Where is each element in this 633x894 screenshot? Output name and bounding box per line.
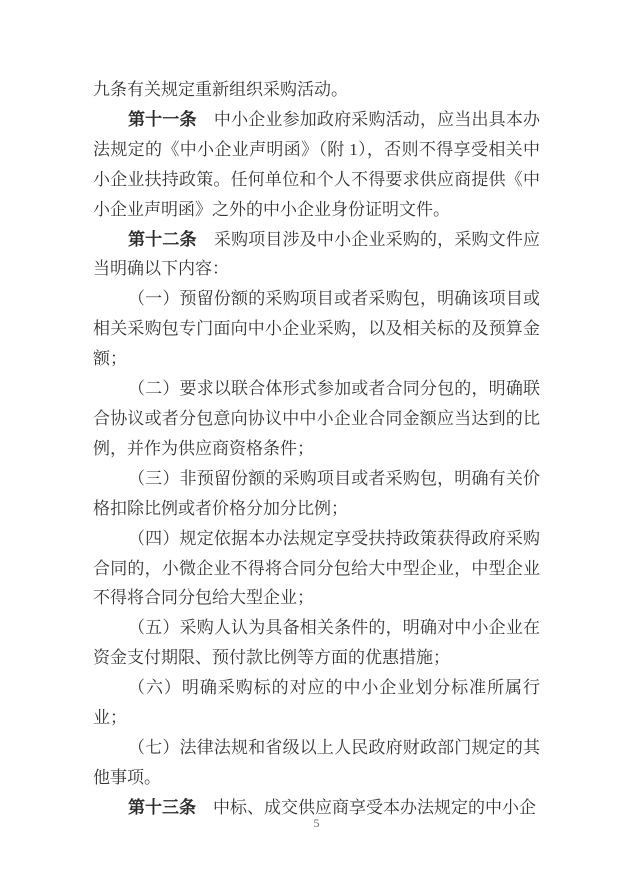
paragraph: （五）采购人认为具备相关条件的，明确对中小企业在资金支付期限、预付款比例等方面的优惠措施； [93, 618, 540, 668]
article-paragraph: 第十一条 中小企业参加政府采购活动，应当出具本办法规定的《中小企业声明函》（附 1），否则不得享受相关中小企业扶持政策。任何单位和个人不得要求供应商提供《中小企业声明函》之外的中小企业身份证明文件。 [93, 109, 541, 219]
paragraph: （二）要求以联合体形式参加或者合同分包的，明确联合协议或者分包意向协议中中小企业合同金额应当达到的比例，并作为供应商资格条件； [93, 379, 540, 458]
article-number: 第十二条 [128, 229, 197, 249]
article-number: 第十一条 [128, 109, 197, 129]
paragraph: （六）明确采购标的对应的中小企业划分标准所属行业； [93, 678, 540, 728]
document-body [93, 75, 540, 823]
article-paragraph: 第十二条 采购项目涉及中小企业采购的，采购文件应当明确以下内容： [93, 229, 541, 279]
paragraph: （一）预留份额的采购项目或者采购包，明确该项目或相关采购包专门面向中小企业采购，以及相关标的及预算金额； [93, 289, 540, 369]
paragraph: （三）非预留份额的采购项目或者采购包，明确有关价格扣除比例或者价格分加分比例； [93, 468, 540, 518]
paragraph: （四）规定依据本办法规定享受扶持政策获得政府采购合同的，小微企业不得将合同分包给大中型企业，中型企业不得将合同分包给大型企业； [93, 528, 540, 608]
article-paragraph: 第十三条 中标、成交供应商享受本办法规定的中小企 [128, 797, 536, 817]
paragraph: 九条有关规定重新组织采购活动。 [93, 80, 348, 99]
paragraph: （七）法律法规和省级以上人民政府财政部门规定的其他事项。 [93, 737, 540, 787]
article-number: 第十三条 [128, 797, 196, 817]
page-number: 5 [313, 816, 320, 830]
